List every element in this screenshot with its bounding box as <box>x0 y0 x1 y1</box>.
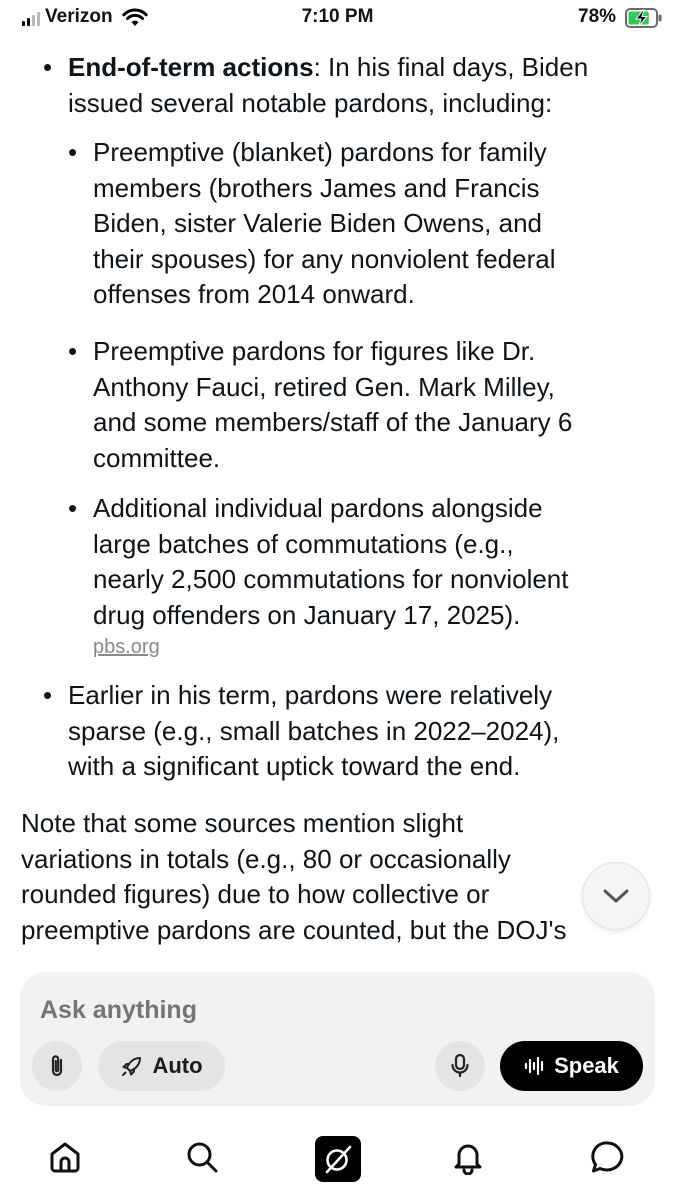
ask-input[interactable] <box>40 992 630 1028</box>
home-icon <box>47 1139 83 1175</box>
text-line: Biden, sister Valerie Biden Owens, and <box>93 208 542 238</box>
battery-percent: 78% <box>578 6 617 27</box>
text-line: Preemptive pardons for figures like Dr. <box>93 336 536 366</box>
search-icon <box>184 1139 220 1175</box>
text-line: drug offenders on January 17, 2025). <box>93 599 521 630</box>
sub-bullet-family-pardons <box>93 135 663 313</box>
text-line: sparse (e.g., small batches in 2022–2024), <box>68 715 560 746</box>
speak-button[interactable] <box>500 1041 643 1091</box>
microphone-icon <box>449 1053 471 1079</box>
nav-notifications[interactable] <box>441 1130 495 1184</box>
auto-label: Auto <box>152 1053 203 1078</box>
end-of-term-intro-1: : In his final days, Biden <box>313 52 589 82</box>
end-of-term-heading: End-of-term actions <box>68 52 314 82</box>
bullet-dot: • <box>43 52 53 82</box>
text-line: nearly 2,500 commutations for nonviolent <box>93 564 569 594</box>
clock: 7:10 PM <box>301 6 374 27</box>
text-line: rounded figures) due to how collective or <box>21 879 490 909</box>
text-line: preemptive pardons are counted, but the DOJ's <box>21 914 567 945</box>
chat-bubble-icon <box>589 1139 627 1175</box>
microphone-button[interactable] <box>435 1041 485 1091</box>
composer <box>20 972 655 1106</box>
text-line: members (brothers James and Francis <box>93 172 540 203</box>
scroll-down-button[interactable] <box>582 862 650 930</box>
bullet-dot: • <box>43 680 53 710</box>
waveform-icon <box>524 1055 546 1077</box>
sub-bullet-commutations <box>93 491 663 633</box>
auto-mode-button[interactable] <box>98 1041 225 1091</box>
end-of-term-intro-2: issued several notable pardons, including: <box>68 87 553 118</box>
sub-bullet-dot: • <box>68 493 78 523</box>
text-line: large batches of commutations (e.g., <box>93 528 514 559</box>
rocket-icon <box>120 1054 144 1078</box>
text-line: and some members/staff of the January 6 <box>93 407 573 437</box>
battery-charging-icon <box>625 7 663 29</box>
status-bar <box>0 0 675 36</box>
note-paragraph <box>21 806 661 948</box>
text-line: variations in totals (e.g., 80 or occasionally <box>21 843 511 874</box>
earlier-term-bullet <box>68 678 658 785</box>
text-line: Anthony Fauci, retired Gen. Mark Milley, <box>93 371 555 402</box>
sub-bullet-dot: • <box>68 137 78 167</box>
text-line: offenses from 2014 onward. <box>93 279 415 309</box>
nav-messages[interactable] <box>581 1130 635 1184</box>
text-line: with a significant uptick toward the end. <box>68 751 521 781</box>
grok-logo-icon <box>322 1143 354 1175</box>
text-line: their spouses) for any nonviolent federal <box>93 243 556 274</box>
carrier-name: Verizon <box>45 6 113 27</box>
bell-icon <box>450 1139 486 1175</box>
source-link[interactable]: pbs.org <box>93 636 160 658</box>
text-line: Additional individual pardons alongside <box>93 493 543 523</box>
nav-grok[interactable] <box>315 1136 361 1182</box>
paperclip-icon <box>46 1053 68 1079</box>
text-line: committee. <box>93 442 221 473</box>
speak-label: Speak <box>554 1053 619 1078</box>
sub-bullet-figures-pardons <box>93 334 663 476</box>
attach-button[interactable] <box>32 1041 82 1091</box>
nav-search[interactable] <box>175 1130 229 1184</box>
sub-bullet-dot: • <box>68 336 78 366</box>
text-line: Note that some sources mention slight <box>21 808 464 838</box>
text-line: Earlier in his term, pardons were relatively <box>68 680 553 710</box>
end-of-term-bullet <box>68 50 658 121</box>
bottom-nav <box>0 1130 675 1190</box>
nav-home[interactable] <box>38 1130 92 1184</box>
chevron-down-icon <box>602 887 630 905</box>
text-line: Preemptive (blanket) pardons for family <box>93 137 547 167</box>
chat-response <box>0 44 675 954</box>
